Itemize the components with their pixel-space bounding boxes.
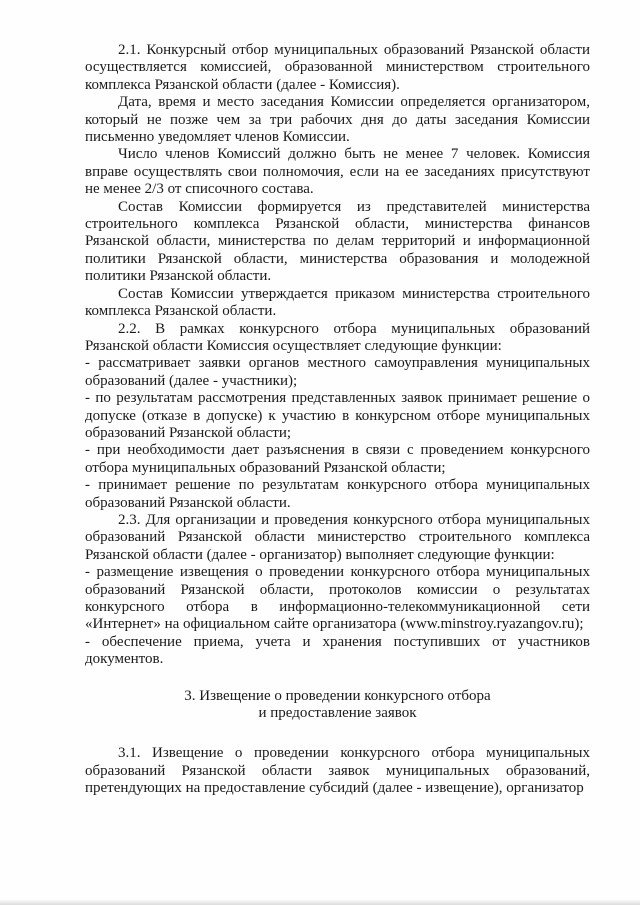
list-item-publication: - размещение извещения о проведении конкурсного отбора муниципальных образований Рязанской области, протоколов комиссии о результатах конкурсного отбора в информационно-телекоммуникационной сети «Интернет» на официальном сайте организатора (www.minstroy.ryazangov.ru);: [85, 564, 590, 633]
list-item-results-decision: - принимает решение по результатам конкурсного отбора муниципальных образований Рязанской области.: [85, 477, 590, 511]
paragraph-meeting-date: Дата, время и место заседания Комиссии определяется организатором, который не позже чем за три рабочих дня до даты заседания Комиссии письменно уведомляет членов Комиссии.: [85, 94, 590, 146]
paragraph-commission-composition: Состав Комиссии формируется из представителей министерства строительного комплекса Рязанской области, министерства финансов Рязанской области, министерства по делам территорий и информационной политики Рязанской области, министерства образования и молодежной политики Рязанской области.: [85, 198, 590, 285]
paragraph-3-1: 3.1. Извещение о проведении конкурсного отбора муниципальных образований Рязанской области заявок муниципальных образований, претендующих на предоставление субсидий (далее - извещение), организатор: [85, 745, 590, 797]
document-body: [85, 42, 590, 798]
paragraph-2-1: 2.1. Конкурсный отбор муниципальных образований Рязанской области осуществляется комиссией, образованной министерством строительного комплекса Рязанской области (далее - Комиссия).: [85, 42, 590, 93]
list-item-document-handling: - обеспечение приема, учета и хранения поступивших от участников документов.: [85, 633, 590, 668]
paragraph-composition-approval: Состав Комиссии утверждается приказом министерства строительного комплекса Рязанской области.: [85, 285, 590, 320]
paragraph-2-2: 2.2. В рамках конкурсного отбора муниципальных образований Рязанской области Комиссия осуществляет следующие функции:: [85, 320, 590, 354]
list-item-clarifications: - при необходимости дает разъяснения в связи с проведением конкурсного отбора муниципальных образований Рязанской области;: [85, 442, 590, 476]
section-3-heading: [85, 688, 590, 723]
section-3-heading-line1: 3. Извещение о проведении конкурсного отбора: [184, 687, 491, 704]
section-3-heading-line2: и предоставление заявок: [258, 705, 417, 722]
paragraph-members-count: Число членов Комиссий должно быть не менее 7 человек. Комиссия вправе осуществлять свои полномочия, если на ее заседаниях присутствуют не менее 2/3 от списочного состава.: [85, 146, 590, 198]
list-item-review-applications: - рассматривает заявки органов местного самоуправления муниципальных образований (далее - участники);: [85, 355, 590, 389]
scan-bottom-edge: [0, 899, 640, 905]
paragraph-2-3: 2.3. Для организации и проведения конкурсного отбора муниципальных образований Рязанской области министерство строительного комплекса Рязанской области (далее - организатор) выполняет следующие функции:: [85, 511, 590, 563]
list-item-admission-decision: - по результатам рассмотрения представленных заявок принимает решение о допуске (отказе в допуске) к участию в конкурсном отборе муниципальных образований Рязанской области;: [85, 390, 590, 441]
